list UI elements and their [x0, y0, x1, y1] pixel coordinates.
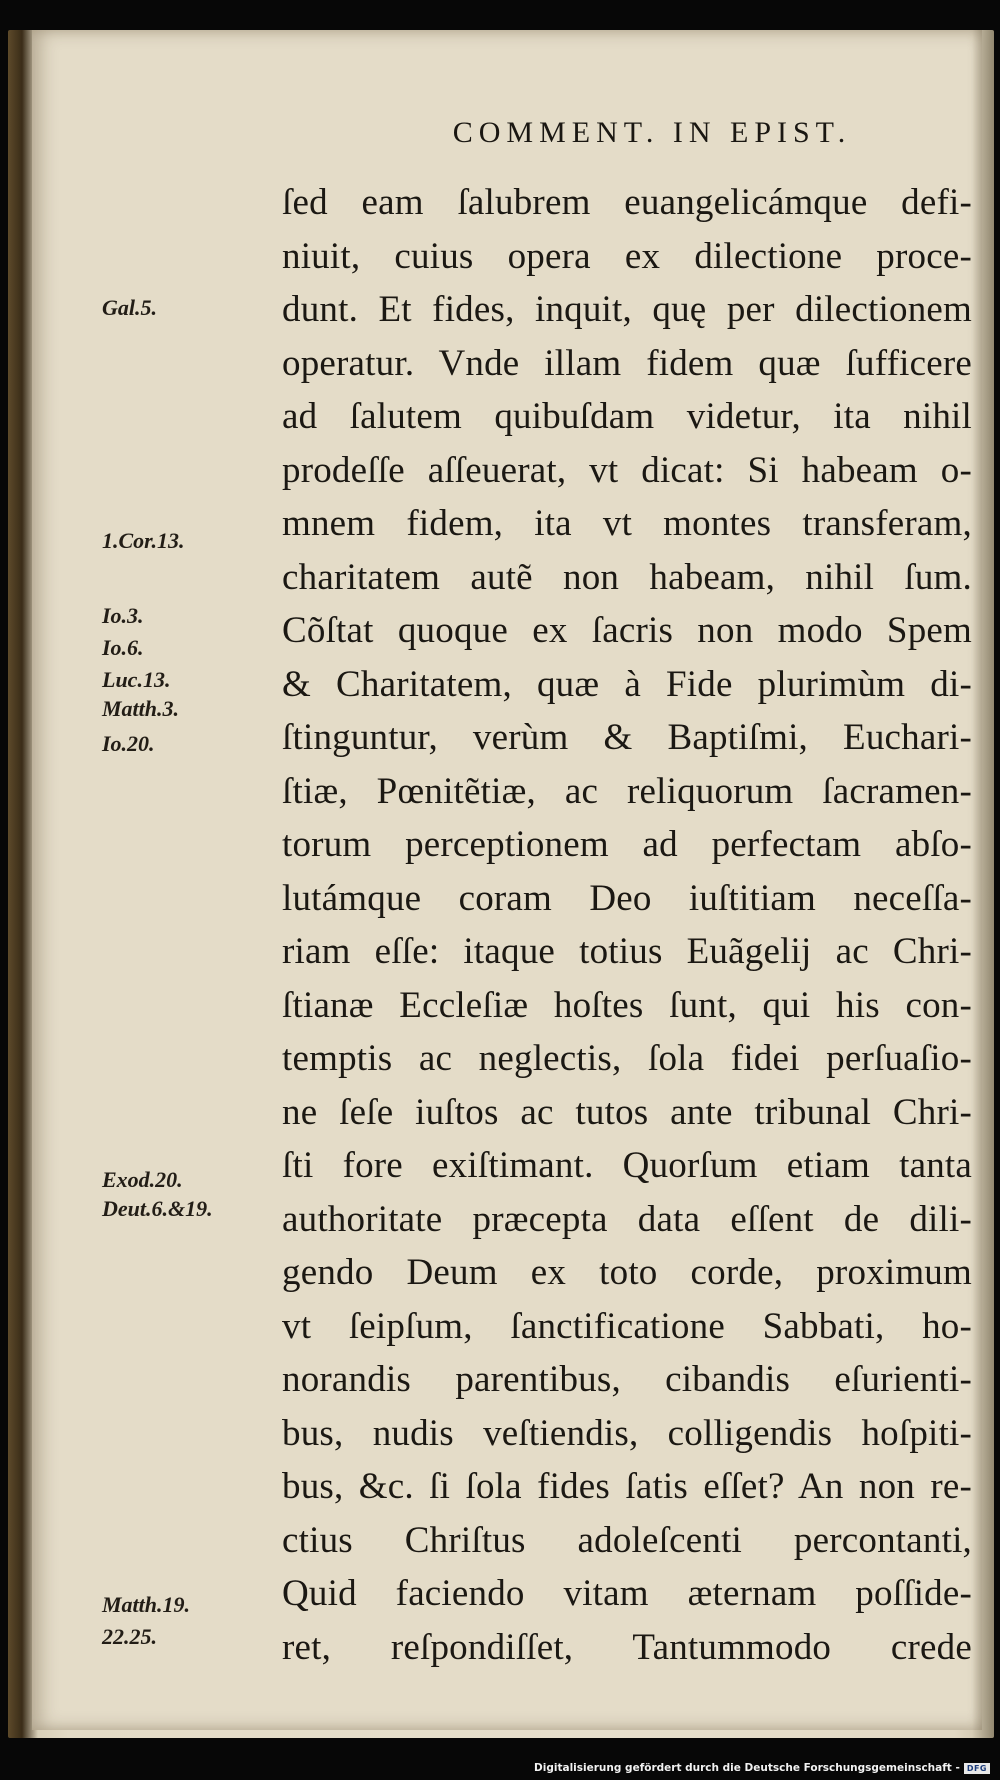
text-line: mnem fidem, ita vt montes transferam, — [282, 503, 972, 544]
text-line: vt ſeipſum, ſanctificatione Sabbati, ho- — [282, 1305, 972, 1347]
text-line: ſtianæ Eccleſiæ hoſtes ſunt, qui his con- — [282, 984, 972, 1026]
margin-note: Matth.19. — [102, 1592, 191, 1618]
text-line: prodeſſe aſſeuerat, vt dicat: Si habeam o- — [282, 449, 972, 491]
margin-note: Exod.20. — [102, 1167, 183, 1193]
margin-note: Gal.5. — [102, 295, 157, 320]
text-line: ſtiæ, Pœnitẽtiæ, ac reliquorum ſacramen- — [282, 770, 972, 812]
credit-text: Digitalisierung gefördert durch die Deutsche Forschungsgemeinschaft - — [534, 1762, 960, 1774]
text-line: Quid faciendo vitam æternam poſſide- — [282, 1573, 972, 1614]
text-line: riam eſſe: itaque totius Euãgelij ac Chri- — [282, 931, 972, 972]
text-line: niuit, cuius opera ex dilectione proce- — [282, 235, 972, 277]
text-line: authoritate præcepta data eſſent de dili- — [282, 1198, 972, 1240]
text-line: ſti fore exiſtimant. Quorſum etiam tanta — [282, 1145, 972, 1186]
margin-note: 1.Cor.13. — [102, 527, 185, 553]
margin-note: Matth.3. — [102, 696, 180, 722]
text-line: lutámque coram Deo iuſtitiam neceſſa- — [282, 877, 972, 919]
text-line: bus, &c. ſi ſola fides ſatis eſſet? An non re- — [282, 1466, 972, 1507]
margin-note: Io.6. — [102, 634, 144, 660]
text-line: temptis ac neglectis, ſola fidei perſuaſio- — [282, 1038, 972, 1079]
page-edge-shadow — [972, 30, 994, 1738]
text-line: norandis parentibus, cibandis eſurienti- — [282, 1359, 972, 1400]
dfg-logo: DFG — [964, 1763, 990, 1774]
text-line: gendo Deum ex toto corde, proximum — [282, 1252, 972, 1293]
margin-note: 22.25. — [102, 1624, 157, 1650]
text-line: charitatem autẽ non habeam, nihil ſum. — [282, 556, 972, 598]
text-line: ctius Chriſtus adoleſcenti percontanti, — [282, 1519, 972, 1561]
margin-note: Deut.6.&19. — [102, 1196, 213, 1222]
text-line: bus, nudis veſtiendis, colligendis hoſpiti- — [282, 1412, 972, 1454]
text-line: operatur. Vnde illam fidem quæ ſufficere — [282, 342, 972, 384]
text-line: dunt. Et fides, inquit, quę per dilectionem — [282, 289, 972, 330]
text-line: & Charitatem, quæ à Fide plurimùm di- — [282, 663, 972, 705]
body-text — [282, 176, 972, 1674]
text-line: ad ſalutem quibuſdam videtur, ita nihil — [282, 396, 972, 437]
margin-note: Io.3. — [102, 602, 144, 628]
text-line: ſtinguntur, verùm & Baptiſmi, Euchari- — [282, 717, 972, 758]
text-line: ſed eam ſalubrem euangelicámque defi- — [282, 182, 972, 223]
running-head: COMMENT. IN EPIST. — [452, 116, 852, 149]
text-line: torum perceptionem ad perfectam abſo- — [282, 824, 972, 865]
text-line: Cõſtat quoque ex ſacris non modo Spem — [282, 610, 972, 651]
book-page — [32, 30, 982, 1730]
margin-note: Luc.13. — [102, 666, 171, 692]
digitization-credit — [534, 1762, 990, 1774]
book-page-frame — [8, 30, 994, 1738]
text-line: ret, reſpondiſſet, Tantummodo crede — [282, 1626, 972, 1668]
margin-note: Io.20. — [102, 731, 155, 757]
text-line: ne ſeſe iuſtos ac tutos ante tribunal Chri- — [282, 1091, 972, 1133]
